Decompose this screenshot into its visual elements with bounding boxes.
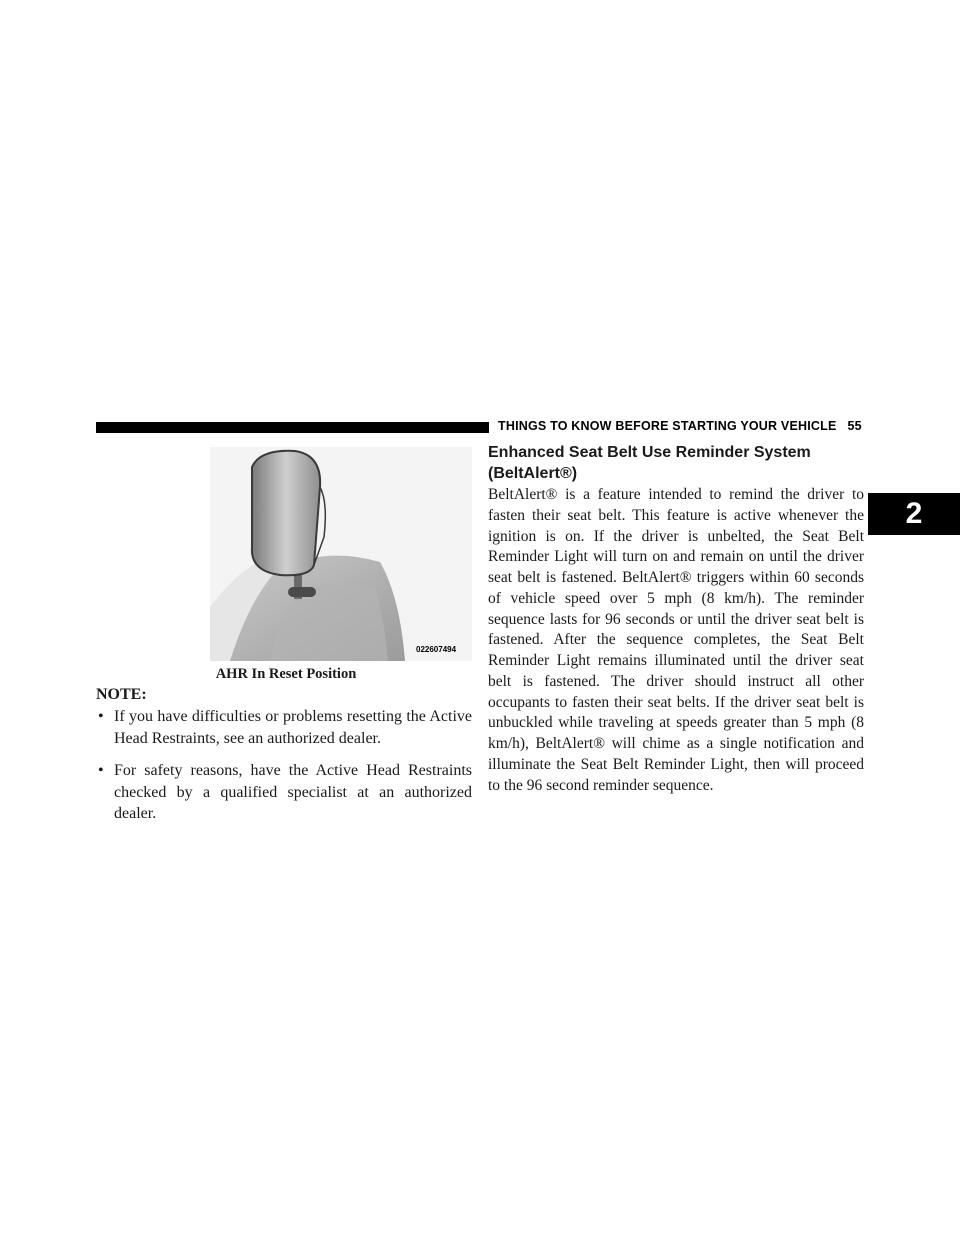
header-rule [96, 422, 489, 433]
head-restraint-illustration [210, 447, 472, 661]
chapter-tab: 2 [868, 493, 960, 535]
bullet-text: If you have difficulties or problems resetting the Active Head Restraints, see an authorized dealer. [114, 708, 472, 747]
header-title: THINGS TO KNOW BEFORE STARTING YOUR VEHICLE [498, 419, 837, 433]
figure-code: 022607494 [416, 645, 457, 654]
page-number: 55 [847, 419, 862, 433]
bullet-text: For safety reasons, have the Active Head Restraints checked by a qualified specialist at an authorized dealer. [114, 762, 472, 822]
head-restraint-figure [210, 447, 472, 661]
list-item [96, 706, 472, 749]
running-header [498, 419, 862, 433]
list-item [96, 760, 472, 825]
bullet-icon: • [98, 708, 104, 725]
note-bullet-list [96, 706, 472, 836]
bullet-icon: • [98, 762, 104, 779]
section-title: Enhanced Seat Belt Use Reminder System (BeltAlert®) [488, 444, 811, 482]
figure-caption: AHR In Reset Position [215, 666, 357, 682]
section-body: BeltAlert® is a feature intended to remind the driver to fasten their seat belt. This feature is active whenever the ignition is on. If the driver is unbelted, the Seat Belt Reminder Light will turn on and remain on until the driver seat belt is fastened. BeltAlert® triggers within 60 seconds of vehicle speed over 5 mph (8 km/h). The reminder sequence lasts for 96 seconds or until the driver seat belt is fastened. After the sequence completes, the Seat Belt Reminder Light remains illuminated until the driver seat belt is fastened. The driver should instruct all other occupants to fasten their seat belts. If the driver seat belt is unbuckled while traveling at speeds greater than 5 mph (8 km/h), BeltAlert® will chime as a single notification and illuminate the Seat Belt Reminder Light, then will proceed to the 96 second reminder sequence. [488, 486, 864, 794]
note-label: NOTE: [96, 686, 147, 703]
